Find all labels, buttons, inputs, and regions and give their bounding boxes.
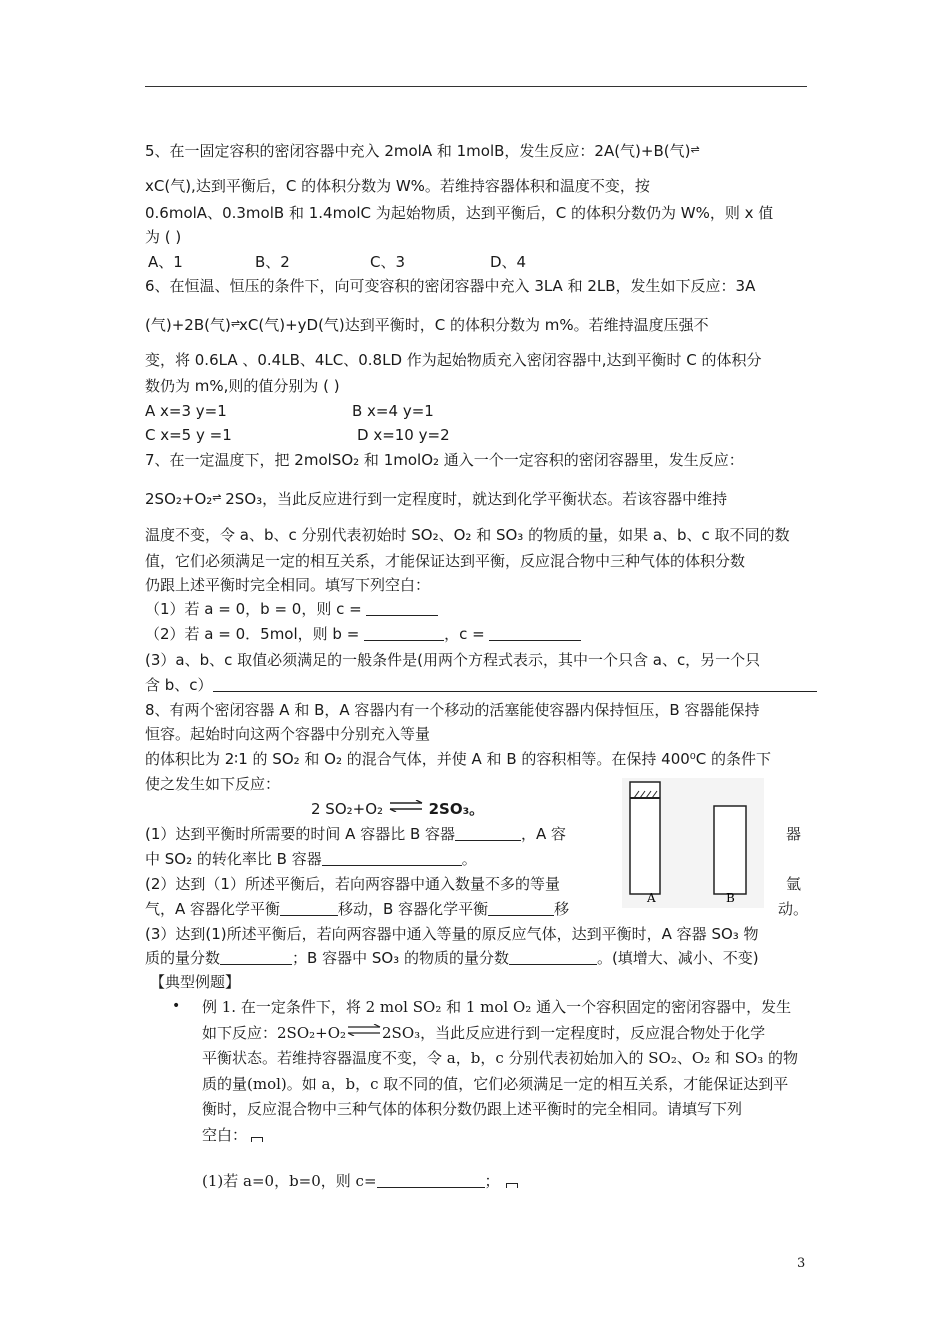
answer-blank[interactable] <box>366 599 438 616</box>
answer-blank[interactable] <box>489 624 581 641</box>
equilibrium-arrow-icon <box>388 800 424 812</box>
q5-line-4: 为 ( ) <box>145 228 182 246</box>
q8-sub-3: (3）达到(1)所述平衡后，若向两容器中通入等量的原反应气体，达到平衡时，A 容器 SO₃ 物 <box>145 925 759 943</box>
answer-blank[interactable] <box>322 849 462 866</box>
reversible-arrow-icon: ⇌ <box>690 143 699 156</box>
q6-line-4: 数仍为 m%,则的值分别为 ( ) <box>145 377 340 395</box>
q8-sub-1-cont: 中 SO₂ 的转化率比 B 容器 。 <box>145 850 477 868</box>
q8-sub-2-cont: 气，A 容器化学平衡 移动，B 容器化学平衡 移 <box>145 900 570 918</box>
q7-line-4: 值，它们必须满足一定的相互关系，才能保证达到平衡，反应混合物中三种气体的体积分数 <box>145 552 746 570</box>
q6-option-c: C x=5 y =1 <box>145 426 232 444</box>
q8-sub-2-end2: 动。 <box>778 900 809 918</box>
example-1-line-4: 质的量(mol)。如 a，b，c 取不同的值，它们必须满足一定的相互关系，才能保证达到平 <box>202 1075 789 1093</box>
q8-sub-1: (1）达到平衡时所需要的时间 A 容器比 B 容器 ，A 容 <box>145 825 567 843</box>
label-a: A <box>647 891 656 905</box>
answer-blank[interactable] <box>488 899 554 916</box>
q7-part-2: （2）若 a = 0．5mol，则 b = ，c = <box>145 624 581 644</box>
q5-line-2: xC(气),达到平衡后，C 的体积分数为 W%。若维持容器体积和温度不变，按 <box>145 177 650 195</box>
q7-line-3: 温度不变，令 a、b、c 分别代表初始时 SO₂、O₂ 和 SO₃ 的物质的量，如果 a、b、c 取不同的数 <box>145 526 790 544</box>
q7-part-3-cont: 含 b、c） <box>145 675 817 695</box>
answer-blank[interactable] <box>509 948 597 965</box>
answer-blank[interactable] <box>280 899 338 916</box>
q5-option-b: B、2 <box>255 253 290 271</box>
q5-option-c: C、3 <box>370 253 406 271</box>
container-b <box>714 806 746 894</box>
equilibrium-arrow-icon <box>346 1024 382 1036</box>
bullet-icon: • <box>172 998 181 1014</box>
container-diagram <box>622 778 764 908</box>
answer-blank[interactable] <box>377 1171 485 1188</box>
q6-option-a: A x=3 y=1 <box>145 402 227 420</box>
q6-option-b: B x=4 y=1 <box>352 402 434 420</box>
q8-sub-1-end: 器 <box>786 825 802 843</box>
paragraph-mark-icon <box>506 1183 518 1188</box>
q8-sub-3-cont: 质的量分数 ；B 容器中 SO₃ 的物质的量分数 。(填增大、减小、不变) <box>145 949 759 967</box>
q7-part-1: （1）若 a = 0，b = 0，则 c = <box>145 599 438 619</box>
q7-line-1: 7、在一定温度下，把 2molSO₂ 和 1molO₂ 通入一个一定容积的密闭容器里，发生反应： <box>145 451 744 469</box>
reversible-arrow-icon: ⇌ <box>230 317 240 330</box>
example-1-line-1: 例 1. 在一定条件下，将 2 mol SO₂ 和 1 mol O₂ 通入一个容积固定的密闭容器中，发生 <box>202 998 792 1016</box>
q8-line-4: 使之发生如下反应： <box>145 775 281 793</box>
label-b: B <box>726 891 735 905</box>
example-1-line-6: 空白： <box>202 1125 263 1145</box>
answer-blank[interactable] <box>455 824 521 841</box>
q8-line-2: 恒容。起始时向这两个容器中分别充入等量 <box>145 725 431 743</box>
q5-option-d: D、4 <box>490 253 527 271</box>
q7-part-3: (3）a、b、c 取值必须满足的一般条件是(用两个方程式表示，其中一个只含 a、c，另一个只 <box>145 651 761 669</box>
example-1-line-2: 如下反应：2SO₂+O₂ 2SO₃，当此反应进行到一定程度时，反应混合物处于化学 <box>202 1024 766 1042</box>
q7-line-5: 仍跟上述平衡时完全相同。填写下列空白： <box>145 576 431 594</box>
paragraph-mark-icon <box>251 1137 263 1142</box>
q8-sub-2: (2）达到（1）所述平衡后，若向两容器中通入数量不多的等量 <box>145 875 560 893</box>
q8-line-1: 8、有两个密闭容器 A 和 B，A 容器内有一个移动的活塞能使容器内保持恒压，B 容器能保持 <box>145 701 760 719</box>
section-heading: 【典型例题】 <box>150 973 241 991</box>
answer-blank[interactable] <box>220 948 292 965</box>
q8-sub-2-end: 氩 <box>786 875 802 893</box>
example-1-line-5: 衡时，反应混合物中三种气体的体积分数仍跟上述平衡时的完全相同。请填写下列 <box>202 1100 743 1118</box>
q8-line-3: 的体积比为 2∶1 的 SO₂ 和 O₂ 的混合气体，并使 A 和 B 的容积相等。在保持 400⁰C 的条件下 <box>145 750 772 768</box>
q6-line-2: (气)+2B(气)⇌xC(气)+yD(气)达到平衡时，C 的体积分数为 m%。若维持温度压强不 <box>145 316 709 334</box>
q6-line-3: 变，将 0.6LA 、0.4LB、4LC、0.8LD 作为起始物质充入密闭容器中,达到平衡时 C 的体积分 <box>145 351 762 369</box>
example-1-part-1: (1)若 a=0，b=0，则 c= ； <box>202 1171 518 1191</box>
reversible-arrow-icon: ⇌ <box>212 491 221 504</box>
q5-line-3: 0.6molA、0.3molB 和 1.4molC 为起始物质，达到平衡后，C 的体积分数仍为 W%，则 x 值 <box>145 204 774 222</box>
q5-line-1: 5、在一固定容积的密闭容器中充入 2molA 和 1molB，发生反应：2A(气)+B(气)⇌ <box>145 142 699 160</box>
q8-reaction: 2 SO₂+O₂ 2SO₃。 <box>311 800 485 818</box>
answer-blank[interactable] <box>364 624 444 641</box>
q5-option-a: A、1 <box>148 253 183 271</box>
example-1-line-3: 平衡状态。若维持容器温度不变，令 a，b，c 分别代表初始加入的 SO₂、O₂ 和 SO₃ 的物 <box>202 1049 799 1067</box>
answer-blank[interactable] <box>213 675 817 692</box>
q6-option-d: D x=10 y=2 <box>357 426 450 444</box>
page-number: 3 <box>797 1256 806 1271</box>
q6-line-1: 6、在恒温、恒压的条件下，向可变容积的密闭容器中充入 3LA 和 2LB，发生如下反应：3A <box>145 277 756 295</box>
q7-line-2: 2SO₂+O₂⇌ 2SO₃，当此反应进行到一定程度时，就达到化学平衡状态。若该容器中维持 <box>145 490 728 508</box>
header-rule <box>145 86 807 87</box>
